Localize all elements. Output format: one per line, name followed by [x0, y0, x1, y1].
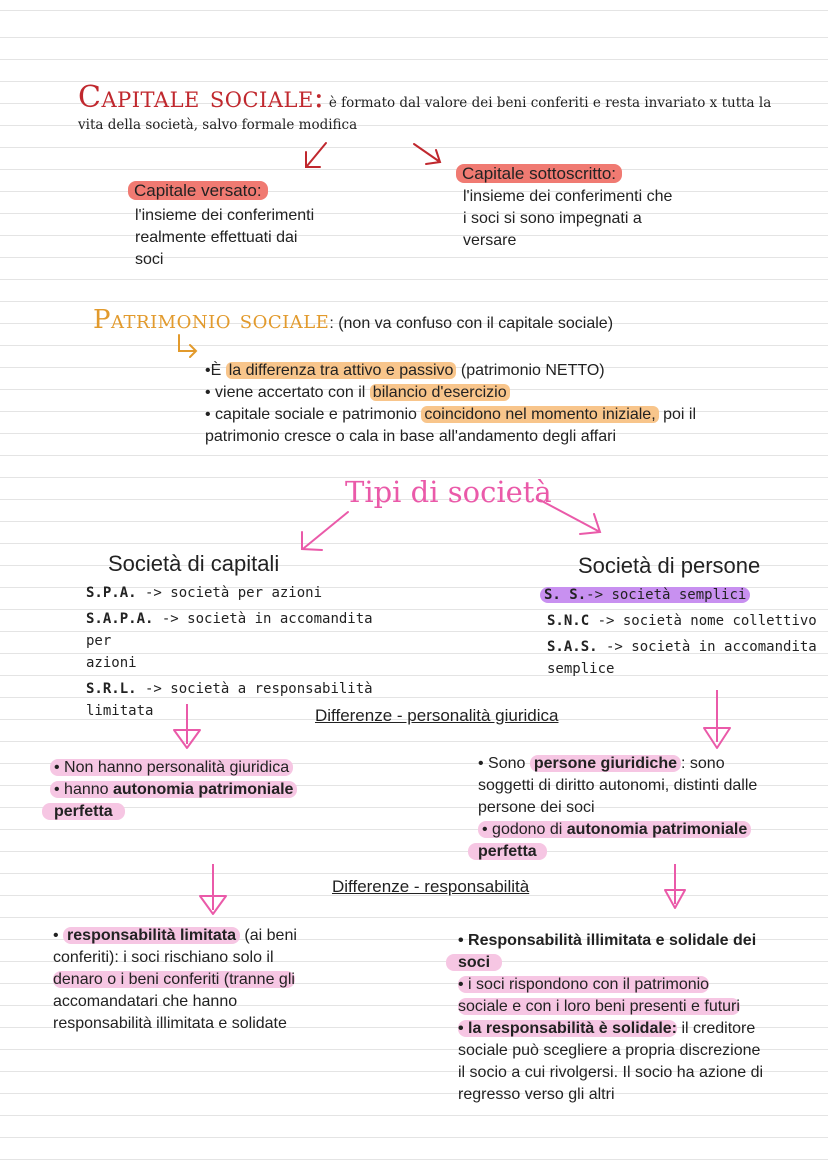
patrimonio-bullet-2: • viene accertato con il bilancio d'esercizio	[205, 382, 805, 404]
persone-heading: Società di persone	[578, 553, 761, 578]
patrimonio-bullet-3: • capitale sociale e patrimonio coincidono nel momento iniziale, poi il	[205, 406, 696, 423]
personalita-left: • Non hanno personalità giuridica • hanno autonomia patrimoniale perfetta	[50, 757, 370, 823]
capitali-list	[86, 582, 406, 722]
diff-personalita-heading: Differenze - personalità giuridica	[315, 706, 559, 725]
capitale-versato-label: Capitale versato:	[128, 180, 268, 202]
capitale-heading	[78, 80, 808, 115]
persone-item-sas: S.A.S. -> società in accomandita semplice	[547, 639, 817, 677]
capitale-versato-desc: l'insieme dei conferimenti realmente effettuati dai soci	[135, 207, 315, 268]
capitali-item-srl: S.R.L. -> società a responsabilità limitata	[86, 681, 373, 719]
capitale-definition: è formato dal valore dei beni conferiti e resta invariato x tutta la	[328, 95, 772, 111]
patrimonio-heading	[93, 305, 613, 335]
capitali-item-sapa: S.A.P.A. -> società in accomandita per azioni	[86, 611, 373, 671]
arrow-to-persone-icon	[536, 494, 608, 540]
capitale-sottoscritto-label: Capitale sottoscritto:	[456, 163, 622, 185]
patrimonio-arrow-icon	[174, 333, 204, 359]
arrow-to-sottoscritto-icon	[410, 140, 446, 170]
down-arrow-right-2-icon	[660, 860, 690, 912]
persone-item-snc: S.N.C -> società nome collettivo	[547, 613, 817, 629]
capitale-sottoscritto-desc: l'insieme dei conferimenti che i soci si sono impegnati a versare	[463, 188, 673, 249]
down-arrow-right-1-icon	[700, 686, 734, 752]
patrimonio-bullet-1: •È la differenza tra attivo e passivo (patrimonio NETTO)	[205, 362, 605, 379]
down-arrow-left-2-icon	[196, 860, 230, 918]
persone-item-ss: S. S.-> società semplici	[540, 584, 820, 606]
arrow-to-versato-icon	[300, 140, 330, 174]
tipi-title: Tipi di società	[345, 475, 552, 509]
arrow-to-capitali-icon	[296, 508, 356, 554]
persone-list	[540, 584, 820, 680]
capitali-item-spa: S.P.A. -> società per azioni	[86, 585, 323, 601]
personalita-right: • Sono persone giuridiche : sono soggetti di diritto autonomi, distinti dalle persone dei soci • godono di autonomia patrimoniale perfetta	[478, 753, 818, 863]
diff-responsabilita-heading: Differenze - responsabilità	[332, 877, 530, 896]
responsabilita-left: • responsabilità limitata (ai beni conferiti): i soci rischiano solo il denaro o i beni conferiti (tranne gli accomandatari che hanno responsabilità illimitata e solidate	[53, 927, 297, 1032]
capitale-title: Capitale sociale:	[78, 80, 325, 115]
responsabilita-right: • Responsabilità illimitata e solidale dei soci • i soci rispondono con il patrimonio sociale e con i loro beni presenti e futuri • la responsabilità è solidale: il creditore sociale può scegliere a propria discrezione il socio a cui rivolgersi. Il socio ha azione di regresso verso gli altri	[458, 930, 818, 1106]
capitale-definition-line2: vita della società, salvo formale modifica	[78, 117, 358, 133]
down-arrow-left-1-icon	[170, 700, 204, 752]
patrimonio-title: Patrimonio sociale	[93, 305, 330, 335]
patrimonio-note: : (non va confuso con il capitale sociale)	[329, 315, 614, 332]
capitali-heading: Società di capitali	[108, 551, 280, 576]
patrimonio-bullets: •È la differenza tra attivo e passivo (patrimonio NETTO) • viene accertato con il bilancio d'esercizio • capitale sociale e patrimonio coincidono nel momento iniziale, poi il patrimonio cresce o cala in base all'andamento degli affari	[205, 360, 805, 448]
